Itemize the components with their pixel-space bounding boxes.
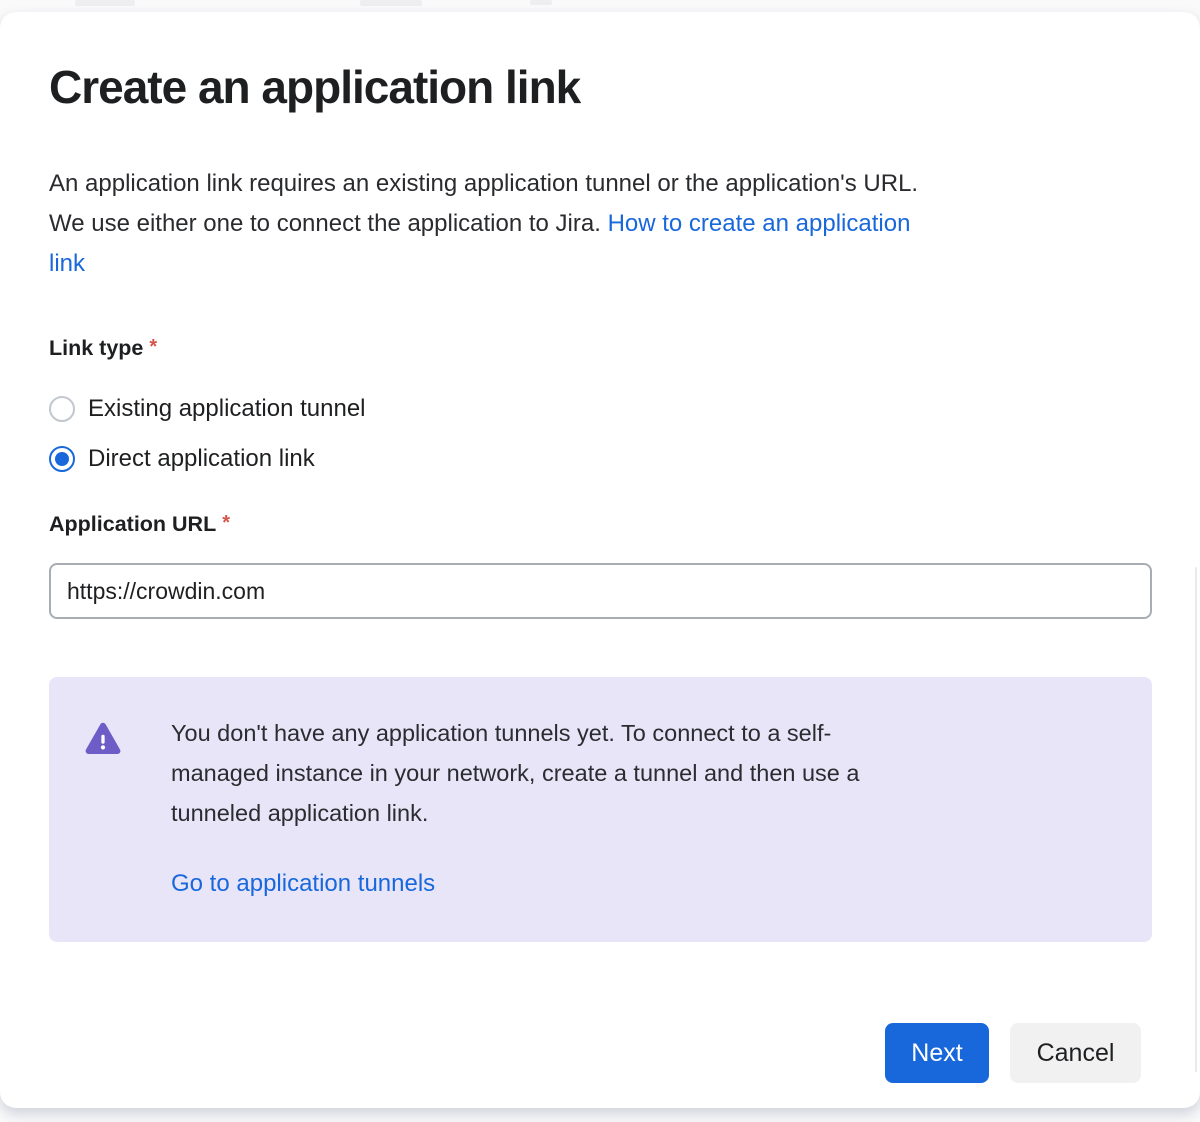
warning-icon: [85, 721, 121, 757]
description-text-line2: We use either one to connect the application to Jira.: [49, 210, 608, 237]
cancel-button[interactable]: Cancel: [1010, 1023, 1141, 1083]
dialog-description: [49, 164, 1159, 284]
background-page-fragment: [360, 0, 422, 6]
background-page-fragment: [75, 0, 135, 6]
notice-text-line: tunneled application link.: [171, 800, 429, 826]
radio-option-direct-application-link[interactable]: [49, 444, 315, 474]
link-type-label: Link type *: [49, 336, 158, 360]
required-asterisk: *: [149, 336, 158, 358]
create-application-link-dialog: [0, 12, 1200, 1108]
scrollbar[interactable]: [1195, 567, 1197, 1072]
application-url-label: Application URL *: [49, 512, 231, 536]
dialog-title: Create an application link: [49, 61, 581, 113]
how-to-create-application-link[interactable]: link: [49, 250, 86, 277]
tunnel-notice-banner: [49, 677, 1152, 942]
notice-text-line: You don't have any application tunnels yet. To connect to a self-: [171, 720, 832, 746]
next-button[interactable]: Next: [885, 1023, 989, 1083]
required-asterisk: *: [222, 512, 231, 534]
notice-text-line: managed instance in your network, create a tunnel and then use a: [171, 760, 860, 786]
radio-button[interactable]: [49, 446, 75, 472]
notice-text: [171, 713, 859, 833]
background-page-fragment: [530, 0, 552, 5]
radio-button[interactable]: [49, 396, 75, 422]
description-text-line1: An application link requires an existing application tunnel or the application's URL.: [49, 170, 919, 197]
application-url-input[interactable]: [49, 563, 1152, 619]
radio-option-label: Direct application link: [88, 445, 315, 472]
how-to-create-application-link[interactable]: How to create an application: [607, 210, 911, 237]
radio-option-label: Existing application tunnel: [88, 395, 366, 422]
radio-option-existing-application-tunnel[interactable]: [49, 394, 366, 424]
go-to-application-tunnels-link[interactable]: Go to application tunnels: [171, 870, 436, 897]
